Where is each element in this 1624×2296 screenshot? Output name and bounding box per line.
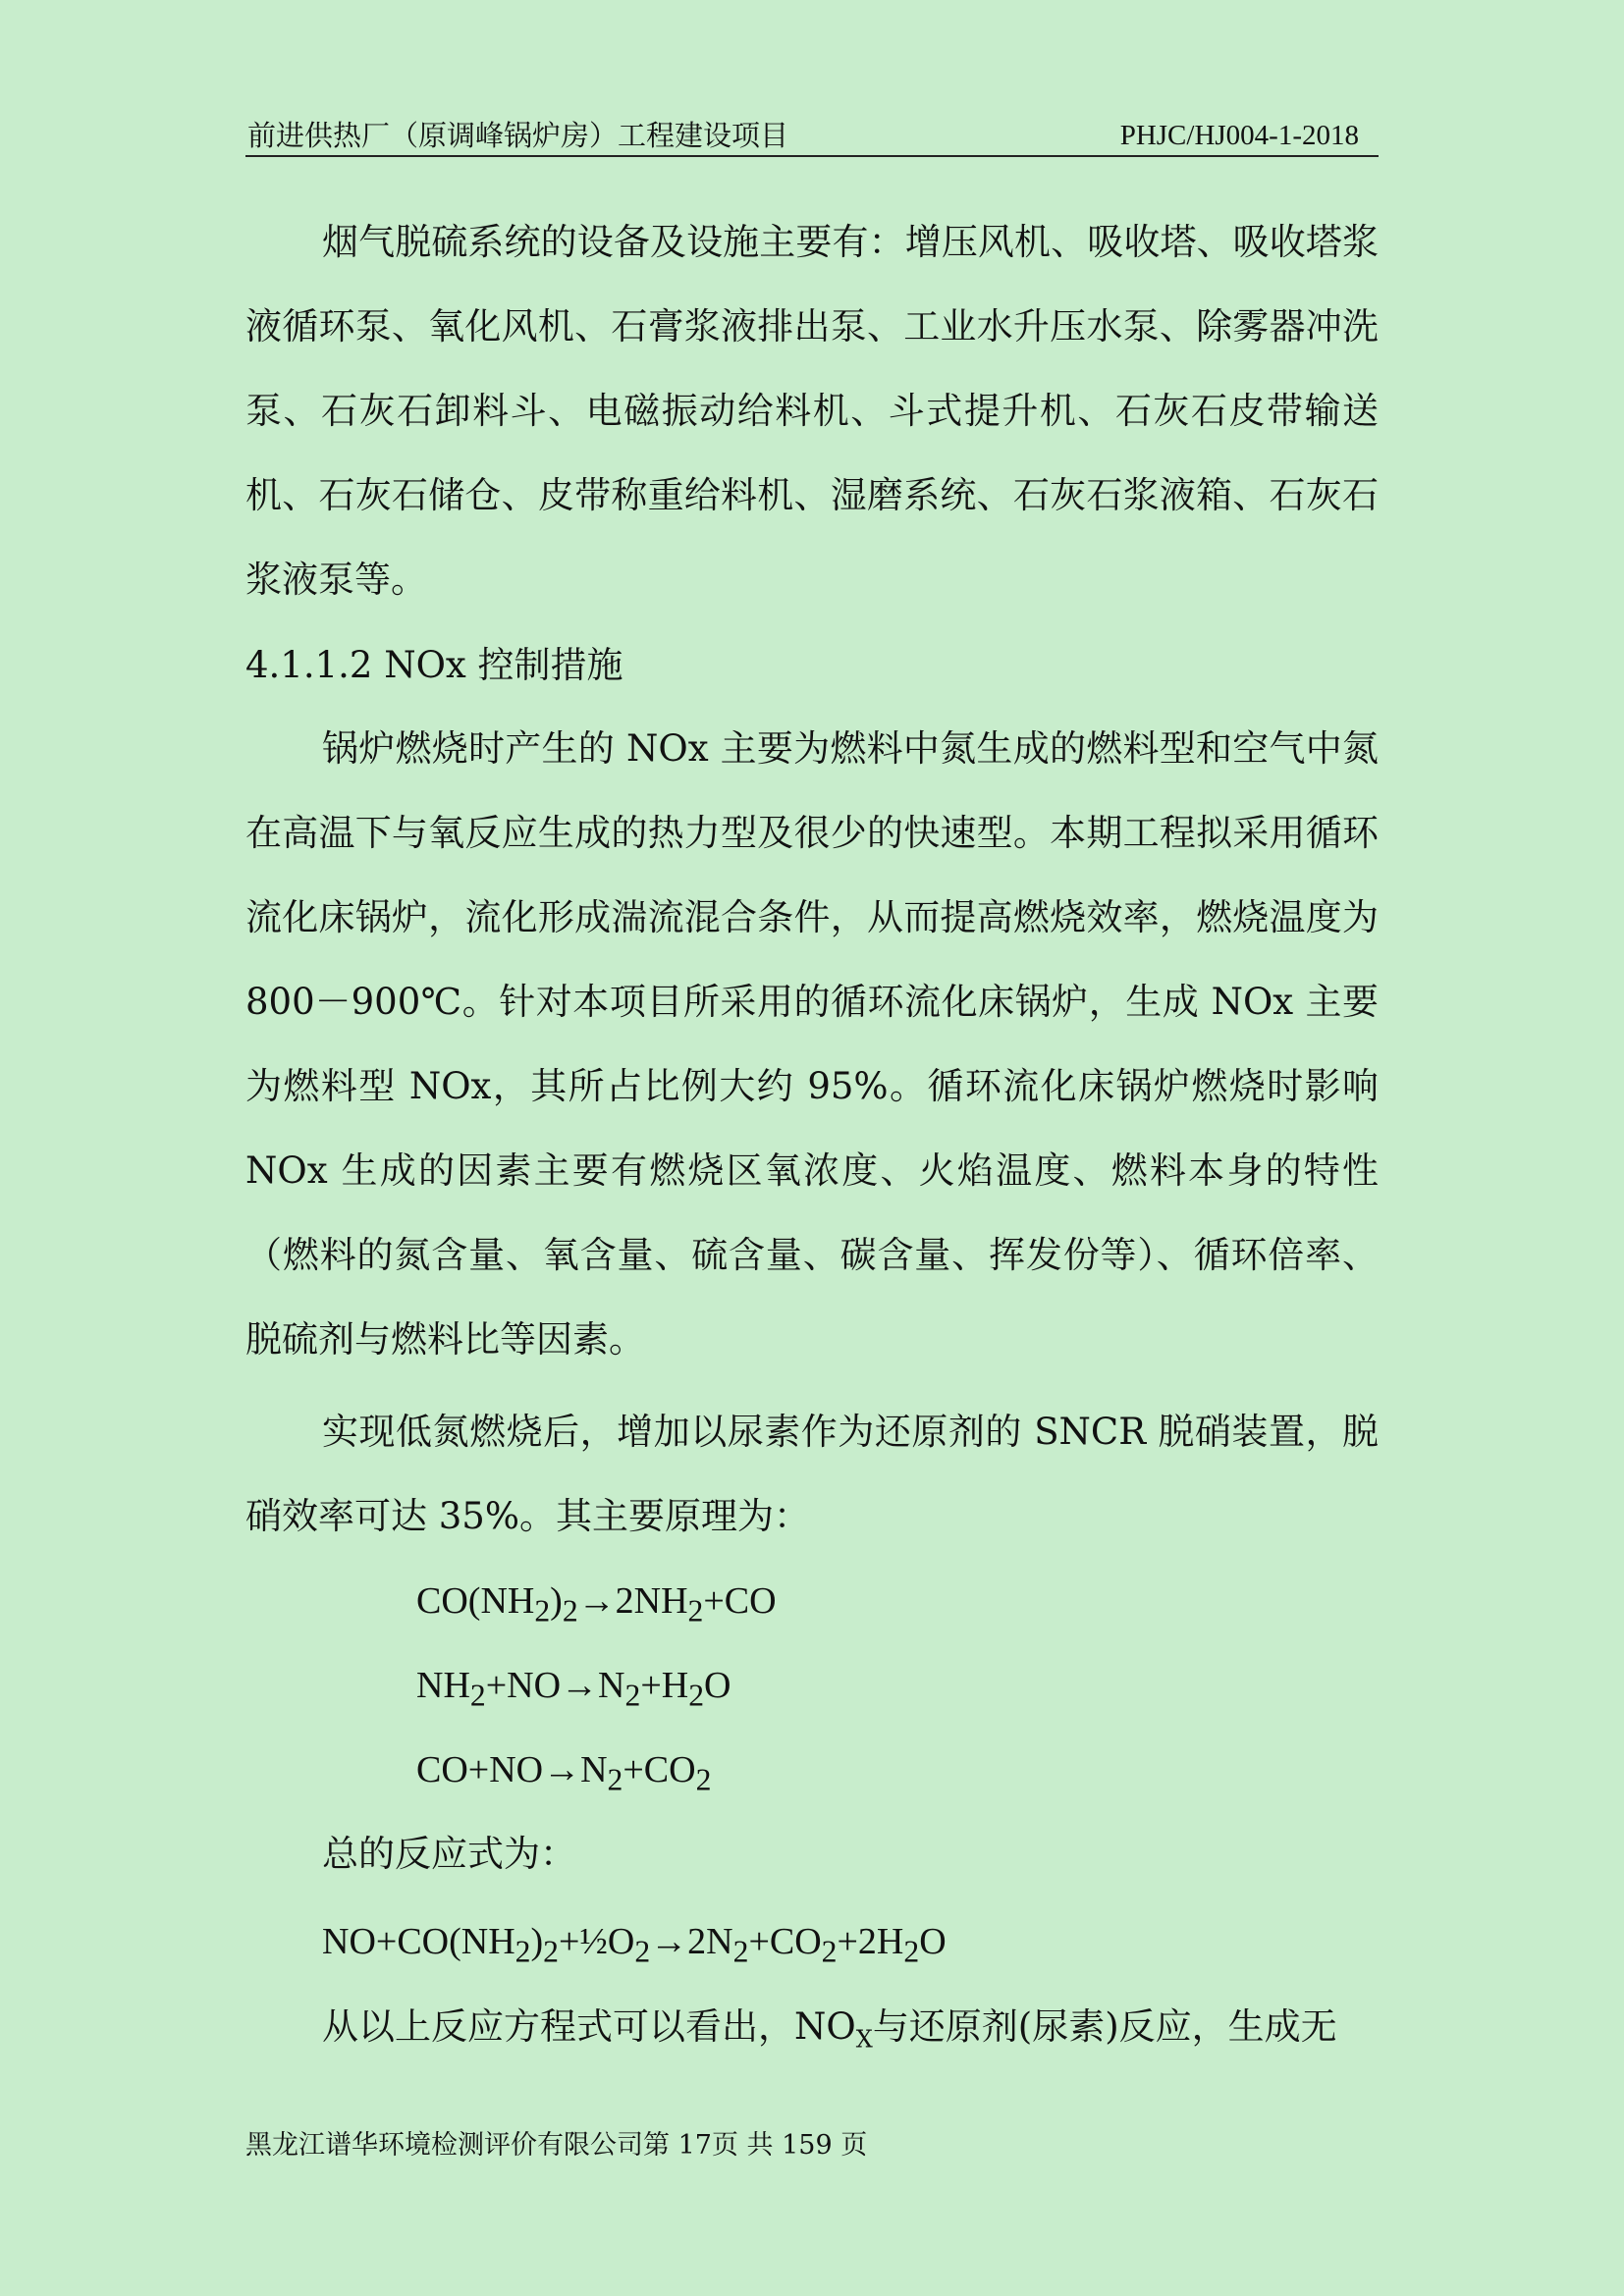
header-doc-code: PHJC/HJ004-1-2018 [1119, 120, 1359, 151]
paragraph-desulfurization-equipment: 烟气脱硫系统的设备及设施主要有：增压风机、吸收塔、吸收塔浆液循环泵、氧化风机、石膏浆液排出泵、工业水升压水泵、除雾器冲洗泵、石灰石卸料斗、电磁振动给料机、斗式提升机、石灰石皮带输送机、石灰石储仓、皮带称重给料机、湿磨系统、石灰石浆液箱、石灰石浆液泵等。 [245, 221, 1379, 601]
equation-1: $CO(NH_2)_2\to 2NH_2+CO$ [416, 1580, 777, 1629]
equation-total: $NO+CO(NH_2)_2+\frac{1}{2}O_2\to 2N_2+CO_2+2H_2O$ [322, 1921, 947, 1969]
paragraph-sncr: 实现低氮燃烧后，增加以尿素作为还原剂的 SNCR 脱硝装置，脱硝效率可达 35%。其主要原理为： [245, 1411, 1379, 1537]
paragraph-nox-formation: 锅炉燃烧时产生的 NOx 主要为燃料中氮生成的燃料型和空气中氮在高温下与氧反应生成的热力型及很少的快速型。本期工程拟采用循环流化床锅炉，流化形成湍流混合条件，从而提高燃烧效率，燃烧温度为 800－900℃。针对本项目所采用的循环流化床锅炉，生成 NOx 主要为燃料型 NOx，其所占比例大约 95%。循环流化床锅炉燃烧时影响 NOx 生成的因素主要有燃烧区氧浓度、火焰温度、燃料本身的特性（燃料的氮含量、氧含量、硫含量、碳含量、挥发份等）、循环倍率、脱硫剂与燃料比等因素。 [245, 727, 1379, 1361]
section-heading: 4.1.1.2 NOx 控制措施 [245, 644, 623, 686]
equation-2: $NH_2+NO\to N_2+H_2O$ [416, 1665, 731, 1713]
page-footer: 黑龙江谱华环境检测评价有限公司第 17页 共 159 页 [245, 2130, 868, 2161]
total-reaction-label: 总的反应式为： [322, 1833, 576, 1875]
paragraph-conclusion-start: 从以上反应方程式可以看出，$NO_X$与还原剂(尿素)反应，生成无 [322, 2005, 1337, 2054]
equation-3: $CO+NO\to N_2+CO_2$ [416, 1749, 712, 1797]
header-title: 前进供热厂（原调峰锅炉房）工程建设项目 [247, 119, 789, 152]
page-header [245, 116, 1379, 157]
